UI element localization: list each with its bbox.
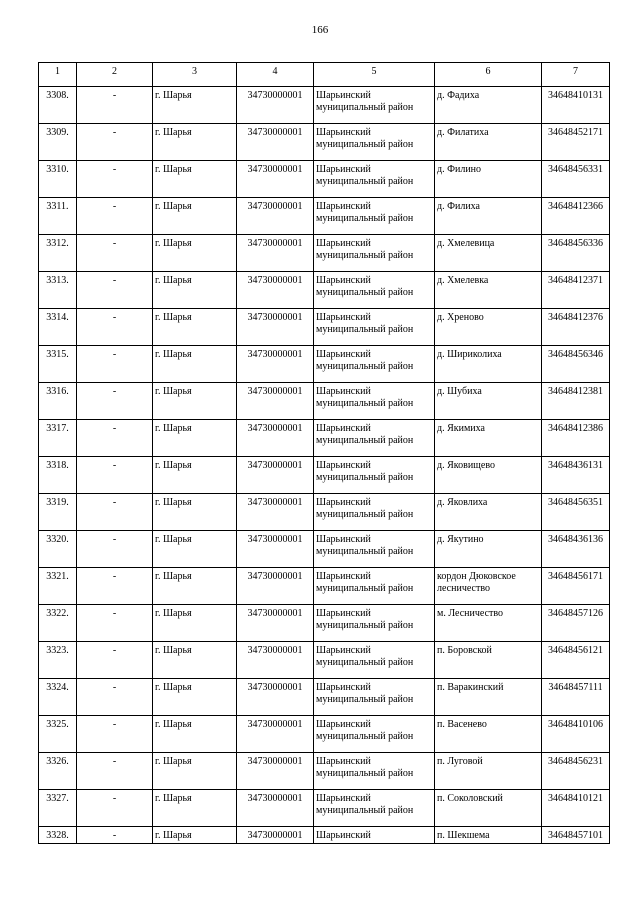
okato-code-cell: 34648456231 [542,753,610,790]
settlement-cell: д. Шириколиха [435,346,542,383]
dash-cell: - [77,605,153,642]
city-cell: г. Шарья [153,272,237,309]
district-cell: Шарьинский муниципальный район [314,161,435,198]
row-number-cell: 3308. [39,87,77,124]
city-cell: г. Шарья [153,605,237,642]
table-row [39,531,610,568]
district-cell: Шарьинский муниципальный район [314,420,435,457]
okato-code-cell: 34648457101 [542,827,610,844]
oktmo-code-cell: 34730000001 [237,494,314,531]
city-cell: г. Шарья [153,161,237,198]
dash-cell: - [77,346,153,383]
dash-cell: - [77,716,153,753]
table-row [39,642,610,679]
row-number-cell: 3314. [39,309,77,346]
district-cell: Шарьинский муниципальный район [314,346,435,383]
oktmo-code-cell: 34730000001 [237,753,314,790]
table-row [39,568,610,605]
table-row [39,457,610,494]
oktmo-code-cell: 34730000001 [237,605,314,642]
dash-cell: - [77,235,153,272]
settlement-cell: д. Хмелевица [435,235,542,272]
city-cell: г. Шарья [153,87,237,124]
oktmo-code-cell: 34730000001 [237,457,314,494]
oktmo-code-cell: 34730000001 [237,87,314,124]
settlement-cell: д. Якутино [435,531,542,568]
district-cell: Шарьинский [314,827,435,844]
table-row [39,790,610,827]
city-cell: г. Шарья [153,753,237,790]
settlement-cell: д. Яковищево [435,457,542,494]
table-row [39,753,610,790]
city-cell: г. Шарья [153,124,237,161]
oktmo-code-cell: 34730000001 [237,679,314,716]
district-cell: Шарьинский муниципальный район [314,383,435,420]
table-row [39,87,610,124]
header-row [39,63,610,87]
row-number-cell: 3325. [39,716,77,753]
settlement-cell: д. Филиха [435,198,542,235]
city-cell: г. Шарья [153,679,237,716]
district-cell: Шарьинский муниципальный район [314,531,435,568]
okato-code-cell: 34648456331 [542,161,610,198]
row-number-cell: 3316. [39,383,77,420]
district-cell: Шарьинский муниципальный район [314,494,435,531]
dash-cell: - [77,87,153,124]
settlement-cell: п. Шекшема [435,827,542,844]
column-header: 4 [237,63,314,87]
district-cell: Шарьинский муниципальный район [314,457,435,494]
table-header [39,63,610,87]
row-number-cell: 3310. [39,161,77,198]
settlement-cell: д. Якимиха [435,420,542,457]
row-number-cell: 3322. [39,605,77,642]
dash-cell: - [77,457,153,494]
table-row [39,716,610,753]
dash-cell: - [77,272,153,309]
city-cell: г. Шарья [153,716,237,753]
dash-cell: - [77,198,153,235]
city-cell: г. Шарья [153,235,237,272]
district-cell: Шарьинский муниципальный район [314,605,435,642]
settlement-cell: д. Яковлиха [435,494,542,531]
okato-code-cell: 34648412366 [542,198,610,235]
settlement-cell: кордон Дюковское лесничество [435,568,542,605]
oktmo-code-cell: 34730000001 [237,420,314,457]
okato-code-cell: 34648456171 [542,568,610,605]
dash-cell: - [77,679,153,716]
dash-cell: - [77,568,153,605]
oktmo-code-cell: 34730000001 [237,642,314,679]
city-cell: г. Шарья [153,790,237,827]
settlement-cell: п. Боровской [435,642,542,679]
dash-cell: - [77,309,153,346]
city-cell: г. Шарья [153,531,237,568]
district-cell: Шарьинский муниципальный район [314,124,435,161]
dash-cell: - [77,790,153,827]
row-number-cell: 3311. [39,198,77,235]
district-cell: Шарьинский муниципальный район [314,679,435,716]
table-row [39,235,610,272]
settlement-cell: д. Шубиха [435,383,542,420]
city-cell: г. Шарья [153,383,237,420]
okato-code-cell: 34648410121 [542,790,610,827]
okato-code-cell: 34648457111 [542,679,610,716]
column-header: 2 [77,63,153,87]
city-cell: г. Шарья [153,346,237,383]
settlement-cell: д. Хреново [435,309,542,346]
dash-cell: - [77,827,153,844]
settlement-cell: п. Луговой [435,753,542,790]
oktmo-code-cell: 34730000001 [237,568,314,605]
okato-code-cell: 34648456121 [542,642,610,679]
row-number-cell: 3321. [39,568,77,605]
settlement-cell: д. Фадиха [435,87,542,124]
district-cell: Шарьинский муниципальный район [314,198,435,235]
table-row [39,272,610,309]
table-row [39,679,610,716]
row-number-cell: 3327. [39,790,77,827]
dash-cell: - [77,753,153,790]
okato-code-cell: 34648412381 [542,383,610,420]
column-header: 3 [153,63,237,87]
okato-code-cell: 34648436136 [542,531,610,568]
okato-code-cell: 34648452171 [542,124,610,161]
city-cell: г. Шарья [153,309,237,346]
table-row [39,309,610,346]
oktmo-code-cell: 34730000001 [237,309,314,346]
column-header: 1 [39,63,77,87]
settlement-cell: м. Лесничество [435,605,542,642]
okato-code-cell: 34648456346 [542,346,610,383]
table-row [39,161,610,198]
okato-code-cell: 34648410131 [542,87,610,124]
district-cell: Шарьинский муниципальный район [314,235,435,272]
dash-cell: - [77,124,153,161]
dash-cell: - [77,161,153,198]
table-body [39,87,610,844]
column-header: 7 [542,63,610,87]
city-cell: г. Шарья [153,420,237,457]
table-row [39,494,610,531]
row-number-cell: 3324. [39,679,77,716]
row-number-cell: 3326. [39,753,77,790]
oktmo-code-cell: 34730000001 [237,790,314,827]
oktmo-code-cell: 34730000001 [237,531,314,568]
oktmo-code-cell: 34730000001 [237,124,314,161]
dash-cell: - [77,494,153,531]
oktmo-code-cell: 34730000001 [237,827,314,844]
oktmo-code-cell: 34730000001 [237,346,314,383]
city-cell: г. Шарья [153,494,237,531]
table-row [39,605,610,642]
settlement-cell: д. Филатиха [435,124,542,161]
row-number-cell: 3313. [39,272,77,309]
row-number-cell: 3318. [39,457,77,494]
settlement-cell: д. Филино [435,161,542,198]
district-cell: Шарьинский муниципальный район [314,87,435,124]
dash-cell: - [77,383,153,420]
table-row [39,383,610,420]
row-number-cell: 3317. [39,420,77,457]
okato-code-cell: 34648456336 [542,235,610,272]
row-number-cell: 3328. [39,827,77,844]
table-row [39,827,610,844]
okato-code-cell: 34648436131 [542,457,610,494]
table-row [39,198,610,235]
district-cell: Шарьинский муниципальный район [314,642,435,679]
city-cell: г. Шарья [153,198,237,235]
district-cell: Шарьинский муниципальный район [314,753,435,790]
settlement-cell: д. Хмелевка [435,272,542,309]
registry-table [38,62,610,844]
district-cell: Шарьинский муниципальный район [314,309,435,346]
column-header: 6 [435,63,542,87]
oktmo-code-cell: 34730000001 [237,161,314,198]
oktmo-code-cell: 34730000001 [237,235,314,272]
district-cell: Шарьинский муниципальный район [314,568,435,605]
city-cell: г. Шарья [153,827,237,844]
district-cell: Шарьинский муниципальный район [314,716,435,753]
row-number-cell: 3309. [39,124,77,161]
dash-cell: - [77,420,153,457]
settlement-cell: п. Варакинский [435,679,542,716]
city-cell: г. Шарья [153,568,237,605]
row-number-cell: 3315. [39,346,77,383]
settlement-cell: п. Соколовский [435,790,542,827]
row-number-cell: 3312. [39,235,77,272]
okato-code-cell: 34648412371 [542,272,610,309]
table-row [39,124,610,161]
oktmo-code-cell: 34730000001 [237,272,314,309]
dash-cell: - [77,642,153,679]
district-cell: Шарьинский муниципальный район [314,790,435,827]
row-number-cell: 3323. [39,642,77,679]
oktmo-code-cell: 34730000001 [237,198,314,235]
oktmo-code-cell: 34730000001 [237,383,314,420]
okato-code-cell: 34648457126 [542,605,610,642]
okato-code-cell: 34648456351 [542,494,610,531]
okato-code-cell: 34648410106 [542,716,610,753]
row-number-cell: 3319. [39,494,77,531]
row-number-cell: 3320. [39,531,77,568]
table-row [39,346,610,383]
settlement-cell: п. Васенево [435,716,542,753]
city-cell: г. Шарья [153,642,237,679]
okato-code-cell: 34648412376 [542,309,610,346]
okato-code-cell: 34648412386 [542,420,610,457]
district-cell: Шарьинский муниципальный район [314,272,435,309]
oktmo-code-cell: 34730000001 [237,716,314,753]
dash-cell: - [77,531,153,568]
page-number: 166 [311,24,329,36]
city-cell: г. Шарья [153,457,237,494]
column-header: 5 [314,63,435,87]
table-row [39,420,610,457]
